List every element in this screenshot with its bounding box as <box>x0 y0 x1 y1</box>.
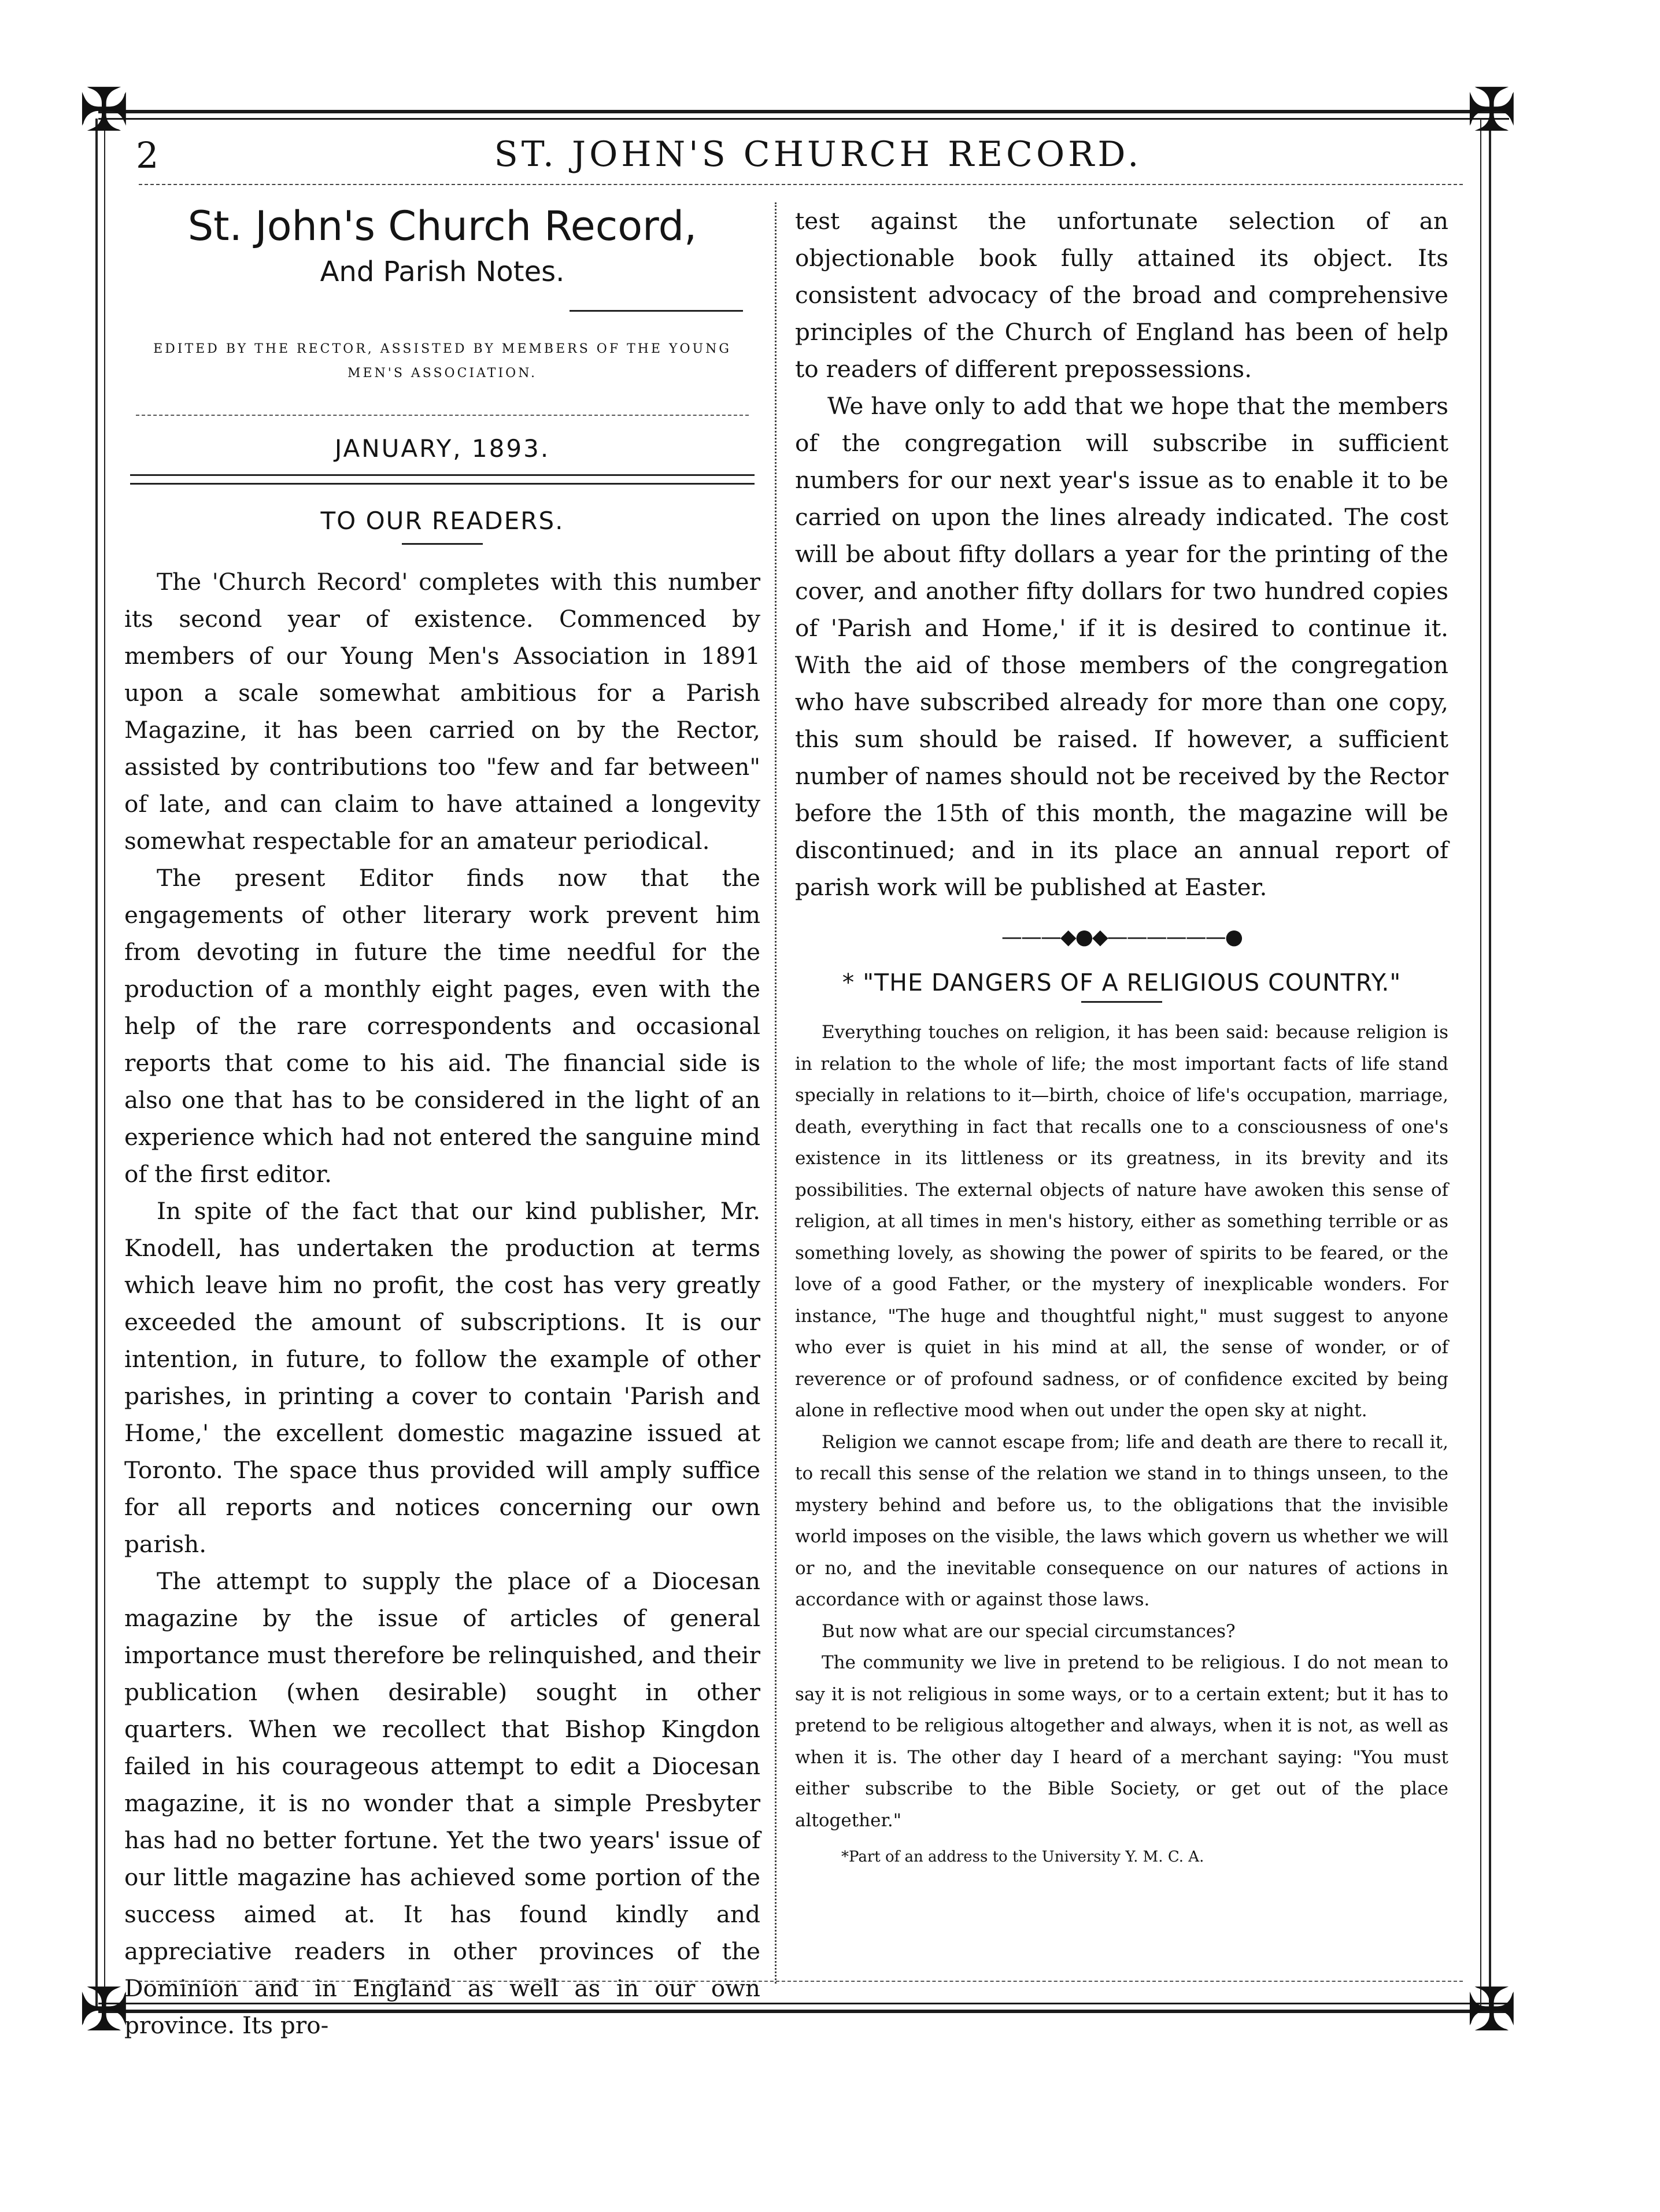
section-heading-readers: TO OUR READERS. <box>320 507 564 535</box>
top-border-rule <box>98 110 1509 113</box>
masthead-double-rule <box>130 474 755 485</box>
body-paragraph: The present Editor finds now that the engagements of other literary work prevent him from devoting in future the time needful for the production of a monthly eight pages, even with the help of the rare correspondents and occasional reports that come to his aid. The financial side is also one that has to be considered in the light of an experience which had not entered the sanguine mind of the first editor. <box>124 864 760 1188</box>
essay-paragraph: But now what are our special circumstances? <box>822 1620 1236 1642</box>
essay-paragraph: Everything touches on religion, it has been said: because religion is in relation to the whole of life; the most important facts of life stand specially in relations to it—birth, choice of life's occupation, marriage, death, everything in fact that recalls one to a consciousness of one's existence in its littleness or its greatness, in its brevity and its possibilities. The external objects of nature have awoken this sense of religion, at all times in men's history, either as something terrible or as something lovely, as showing the power of spirits to be feared, or the love of a good Father, or the mystery of inexplicable wonders. For instance, "The huge and thoughtful night," must suggest to anyone who ever is quiet in his mind at all, the sense of wonder, or of reverence or of profound sadness, or of confidence excited by being alone in reflective mood when out under the open sky at night. <box>795 1022 1448 1421</box>
right-column <box>795 202 1448 1868</box>
left-border-rule <box>95 119 98 2010</box>
body-paragraph: We have only to add that we hope that the members of the congregation will subscribe in sufficient numbers for our next year's issue as to enable it to be carried on upon the lines already indicated. The cost will be about fifty dollars a year for the printing of the cover, and another fifty dollars for two hundred copies of 'Parish and Home,' if it is desired to continue it. With the aid of those members of the congregation who have subscribed already for more than one copy, this sum should be raised. If however, a sufficient number of names should not be received by the Rector before the 15th of this month, the magazine will be discontinued; and in its place an annual report of parish work will be published at Easter. <box>795 392 1448 901</box>
essay-paragraph: Religion we cannot escape from; life and death are there to recall it, to recall this sense of the relation we stand in to things unseen, to the mystery behind and before us, to the obligations that the invisible world imposes on the visible, the laws which govern us whether we will or no, and the inevitable consequence on our natures of actions in accordance with or against those laws. <box>795 1431 1448 1610</box>
running-head-rule <box>139 184 1463 185</box>
cross-pattee-icon: ✠ <box>1466 1974 1517 2045</box>
top-border-inner-rule <box>98 118 1509 120</box>
masthead-rule <box>570 310 743 312</box>
running-head <box>124 128 1512 175</box>
right-border-rule <box>1489 119 1491 2010</box>
heading-underline <box>402 543 483 545</box>
ornament-divider: ———◆●◆——————● <box>1001 925 1243 949</box>
bottom-dashed-rule <box>139 1981 1463 1982</box>
section-heading-dangers: * "THE DANGERS OF A RELIGIOUS COUNTRY." <box>842 969 1402 996</box>
masthead-rule-2 <box>136 415 749 416</box>
masthead-subtitle: And Parish Notes. <box>320 256 565 288</box>
running-title: ST. JOHN'S CHURCH RECORD. <box>494 134 1143 175</box>
right-border-inner-rule <box>1480 119 1481 2010</box>
masthead-edited-by: EDITED BY THE RECTOR, ASSISTED BY MEMBERS OF THE YOUNG MEN'S ASSOCIATION. <box>153 342 731 381</box>
left-border-inner-rule <box>104 119 105 2010</box>
body-paragraph-continued: test against the unfortunate selection of an objectionable book fully attained its object. Its consistent advocacy of the broad and comprehensive principles of the Church of England has been of help to readers of different prepossessions. <box>795 207 1448 383</box>
essay-paragraph: The community we live in pretend to be religious. I do not mean to say it is not religious in some ways, or to a certain extent; but it has to pretend to be religious altogether and always, when it is not, as well as when it is. The other day I heard of a merchant saying: "You must either subscribe to the Bible Society, or get out of the place altogether." <box>795 1652 1448 1831</box>
body-paragraph: In spite of the fact that our kind publisher, Mr. Knodell, has undertaken the production at terms which leave him no profit, the cost has very greatly exceeded the amount of subscriptions. It is our intention, in future, to follow the example of other parishes, in printing a cover to contain 'Parish and Home,' the excellent domestic magazine issued at Toronto. The space thus provided will amply suffice for all reports and notices concerning our own parish. <box>124 1197 760 1558</box>
heading-underline <box>1081 1001 1162 1003</box>
body-paragraph: The attempt to supply the place of a Diocesan magazine by the issue of articles of general importance must therefore be relinquished, and their publication (when desirable) sought in other quarters. When we recollect that Bishop Kingdon failed in his courageous attempt to edit a Diocesan magazine, it is no wonder that a simple Presbyter has had no better fortune. Yet the two years' issue of our little magazine has achieved some portion of the success aimed at. It has found kindly and appreciative readers in other provinces of the Dominion and in England as well as in our own province. Its pro- <box>124 1567 760 2039</box>
masthead-title: St. John's Church Record, <box>187 202 697 250</box>
cross-pattee-icon: ✠ <box>79 1974 130 2045</box>
left-column <box>124 202 760 2044</box>
footnote: *Part of an address to the University Y. M. C. A. <box>841 1848 1204 1866</box>
cross-pattee-icon: ✠ <box>79 75 130 145</box>
page-number: 2 <box>136 134 159 176</box>
body-paragraph: The 'Church Record' completes with this number its second year of existence. Commenced by members of our Young Men's Association in 1891 upon a scale somewhat ambitious for a Parish Magazine, it has been carried on by the Rector, assisted by contributions too "few and far between" of late, and can claim to have attained a longevity somewhat respectable for an amateur periodical. <box>124 568 760 855</box>
column-divider <box>775 202 777 1984</box>
masthead-date: JANUARY, 1893. <box>334 434 550 463</box>
cross-pattee-icon: ✠ <box>1466 75 1517 145</box>
